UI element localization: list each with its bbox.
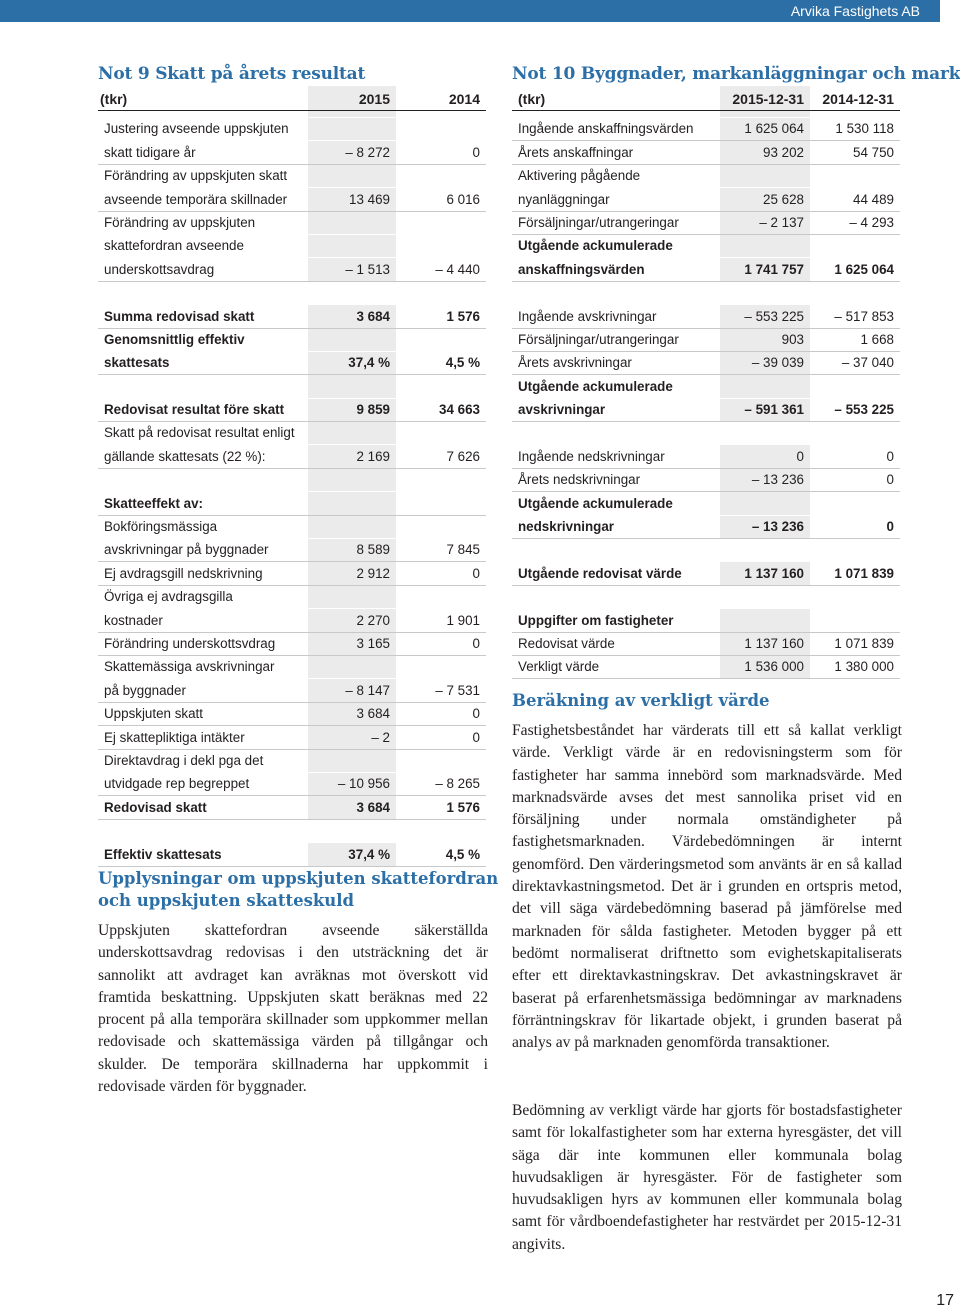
- table-row: [512, 141, 900, 164]
- table-row: [98, 702, 486, 725]
- row-value-col1: 0: [720, 445, 810, 468]
- table-row: [512, 351, 900, 374]
- table-row: [98, 422, 486, 445]
- row-label: [98, 819, 308, 842]
- row-value-col2: 0: [396, 632, 486, 655]
- row-label: Årets avskrivningar: [512, 351, 720, 374]
- table-row: [98, 351, 486, 374]
- row-label: Utgående redovisat värde: [512, 562, 720, 585]
- row-value-col1: 9 859: [308, 398, 396, 421]
- note10-head-col2: 2014-12-31: [810, 86, 900, 111]
- row-label: [98, 468, 308, 491]
- row-value-col1: [308, 819, 396, 842]
- table-row: [98, 398, 486, 421]
- row-value-col2: [396, 515, 486, 538]
- row-label: Försäljningar/utrangeringar: [512, 211, 720, 234]
- row-value-col2: 0: [396, 726, 486, 749]
- row-value-col1: [720, 375, 810, 398]
- row-value-col1: [308, 492, 396, 515]
- row-label: skatt tidigare år: [98, 141, 308, 164]
- row-value-col1: [308, 655, 396, 678]
- row-value-col1: 13 469: [308, 188, 396, 211]
- table-row: [512, 585, 900, 608]
- table-row: [512, 188, 900, 211]
- row-value-col1: [720, 281, 810, 304]
- row-label: Utgående ackumulerade: [518, 238, 673, 254]
- deferred-tax-text: Uppskjuten skattefordran avseende säkerställda underskottsavdrag redovisas i den utsträckning det är sannolikt att avdraget kan avräknas mot överskott vid framtida beskattning. Uppskjuten skatt beräknas med 22 procent på alla temporära skillnader som uppkommer mellan redovisade och skattemässiga värden på tillgångar och skulder. De temporära skillnaderna har uppkommit i redovisade värden för byggnader.: [98, 922, 488, 1096]
- row-value-col2: 0: [810, 445, 900, 468]
- row-value-col2: [396, 234, 486, 257]
- row-value-col1: [308, 211, 396, 234]
- table-row: [98, 585, 486, 608]
- row-value-col1: – 39 039: [720, 351, 810, 374]
- row-label: Redovisad skatt: [98, 796, 308, 819]
- table-row: [98, 281, 486, 304]
- row-value-col1: 2 169: [308, 445, 396, 468]
- row-value-col1: [308, 118, 396, 141]
- table-row: [98, 772, 486, 795]
- row-value-col1: [308, 375, 396, 398]
- row-value-col2: – 4 293: [810, 211, 900, 234]
- row-value-col1: [720, 422, 810, 445]
- table-row: [98, 305, 486, 328]
- row-value-col2: [810, 539, 900, 562]
- row-value-col1: 3 684: [308, 305, 396, 328]
- row-value-col2: 1 071 839: [810, 562, 900, 585]
- note10-header-row: [512, 86, 900, 111]
- table-row: [98, 515, 486, 538]
- table-row: [512, 445, 900, 468]
- row-value-col2: 1 530 118: [810, 118, 900, 141]
- row-label: Redovisat resultat före skatt: [98, 398, 308, 421]
- row-label: Aktivering pågående: [518, 168, 641, 184]
- table-row: [98, 445, 486, 468]
- row-label: Utgående ackumulerade: [518, 495, 673, 511]
- row-value-col1: 1 741 757: [720, 258, 810, 281]
- row-label: Skattemässiga avskrivningar: [104, 659, 275, 675]
- row-value-col2: 1 071 839: [810, 632, 900, 655]
- row-label: [512, 281, 720, 304]
- row-value-col2: 0: [810, 468, 900, 491]
- header-bar: [0, 0, 940, 22]
- row-value-col2: [396, 468, 486, 491]
- row-value-col2: [396, 422, 486, 445]
- fair-value-title: Beräkning av verkligt värde: [512, 691, 770, 710]
- row-label: Uppskjuten skatt: [98, 702, 308, 725]
- table-row: [512, 609, 900, 632]
- row-value-col1: – 8 147: [308, 679, 396, 702]
- row-value-col1: [308, 281, 396, 304]
- table-row: [98, 164, 486, 187]
- row-value-col2: [810, 164, 900, 187]
- row-label: underskottsavdrag: [98, 258, 308, 281]
- row-label: Redovisat värde: [512, 632, 720, 655]
- row-label: Förändring av uppskjuten: [104, 214, 256, 230]
- fair-value-para1: Fastighetsbeståndet har värderats till ett så kallat verkligt värde. Verkligt värde är en redovisningsterm som för fastigheter har samma innebörd som marknadsvärde. Med marknadsvärde avses det mest sannolika priset vid en försäljning under normala omständigheter på fastighetsmarknaden. Värdebedömningen är internt genomförd. Den värderingsmetod som använts är en så kallad direktavkastningsmetod. Det är i grunden en ortspris metod, det vill säga värdebedömning baserad på jämförelse med marknaden för sålda fastigheter. Metoden bygger på ett bedömt normaliserat driftnetto som evighetskapitaliserats efter ett direktavkastningskrav. Det avkastningskravet är baserat på erfarenhetsmässiga bedömningar av marknadens förräntningskrav för likartade objekt, i grunden baserat på analys av på marknaden genomförda transaktioner.: [512, 722, 902, 1052]
- table-row: [512, 118, 900, 141]
- row-label: [512, 539, 720, 562]
- row-value-col2: [810, 492, 900, 515]
- row-label: avskrivningar: [512, 398, 720, 421]
- row-value-col2: 1 625 064: [810, 258, 900, 281]
- row-label: nyanläggningar: [512, 188, 720, 211]
- row-label: Ej avdragsgill nedskrivning: [98, 562, 308, 585]
- table-row: [512, 258, 900, 281]
- table-row: [98, 726, 486, 749]
- row-value-col1: [308, 515, 396, 538]
- row-value-col2: 44 489: [810, 188, 900, 211]
- note9-head-col2: 2014: [396, 86, 486, 111]
- row-label: Försäljningar/utrangeringar: [512, 328, 720, 351]
- row-label: anskaffningsvärden: [512, 258, 720, 281]
- row-label: Verkligt värde: [512, 655, 720, 678]
- row-value-col1: – 13 236: [720, 468, 810, 491]
- note9-head-label: (tkr): [98, 86, 308, 111]
- row-value-col2: – 7 531: [396, 679, 486, 702]
- row-value-col1: [720, 164, 810, 187]
- row-value-col1: 8 589: [308, 539, 396, 562]
- deferred-tax-title-line2: och uppskjuten skatteskuld: [98, 891, 355, 910]
- row-value-col1: – 1 513: [308, 258, 396, 281]
- row-value-col2: 0: [396, 562, 486, 585]
- row-label: utvidgade rep begreppet: [98, 772, 308, 795]
- company-name: Arvika Fastighets AB: [790, 3, 920, 19]
- note10-head-label: (tkr): [512, 86, 720, 111]
- row-value-col2: 1 576: [396, 796, 486, 819]
- row-label: [98, 375, 308, 398]
- table-row: [98, 749, 486, 772]
- row-value-col1: 93 202: [720, 141, 810, 164]
- row-value-col2: 1 668: [810, 328, 900, 351]
- row-value-col2: [810, 375, 900, 398]
- row-value-col2: [396, 655, 486, 678]
- table-row: [512, 655, 900, 678]
- note9-head-col1: 2015: [308, 86, 396, 111]
- row-value-col1: [308, 328, 396, 351]
- row-label: avseende temporära skillnader: [98, 188, 308, 211]
- row-value-col2: 6 016: [396, 188, 486, 211]
- row-label: Ej skattepliktiga intäkter: [98, 726, 308, 749]
- row-value-col1: – 591 361: [720, 398, 810, 421]
- row-value-col2: 4,5 %: [396, 843, 486, 866]
- row-value-col1: 903: [720, 328, 810, 351]
- row-value-col2: – 37 040: [810, 351, 900, 374]
- row-label: Justering avseende uppskjuten: [104, 121, 289, 137]
- table-row: [512, 398, 900, 421]
- row-value-col1: – 8 272: [308, 141, 396, 164]
- row-value-col2: [810, 422, 900, 445]
- row-value-col2: – 8 265: [396, 772, 486, 795]
- table-row: [512, 468, 900, 491]
- table-row: [98, 492, 486, 515]
- table-row: [512, 422, 900, 445]
- table-row: [512, 234, 900, 257]
- row-label: Skatteeffekt av:: [98, 492, 308, 515]
- row-value-col2: 1 901: [396, 609, 486, 632]
- row-value-col2: – 4 440: [396, 258, 486, 281]
- table-row: [98, 141, 486, 164]
- row-value-col1: 3 684: [308, 796, 396, 819]
- table-row: [98, 234, 486, 257]
- row-value-col2: 7 626: [396, 445, 486, 468]
- row-label: skattefordran avseende: [104, 238, 244, 254]
- table-row: [512, 562, 900, 585]
- table-row: [512, 164, 900, 187]
- row-label: Direktavdrag i dekl pga det: [104, 752, 264, 768]
- row-value-col2: 7 845: [396, 539, 486, 562]
- fair-value-para2: Bedömning av verkligt värde har gjorts för bostadsfastigheter samt för lokalfastigheter som har externa hyresgäster, det vill säga där inte kommunen eller kommunala bolag huvudsakligen är hyresgäster. För de fastigheter som huvudsakligen hyrs av kommunen eller kommunala bolag samt för vårdboendefastigheter har restvärdet per 2015-12-31 angivits.: [512, 1102, 902, 1253]
- row-value-col1: 1 137 160: [720, 632, 810, 655]
- row-value-col2: – 553 225: [810, 398, 900, 421]
- row-value-col1: – 10 956: [308, 772, 396, 795]
- table-row: [98, 375, 486, 398]
- row-value-col2: 1 576: [396, 305, 486, 328]
- table-row: [98, 819, 486, 842]
- row-label: Utgående ackumulerade: [518, 378, 673, 394]
- table-row: [98, 258, 486, 281]
- row-value-col1: [308, 749, 396, 772]
- row-value-col2: [396, 281, 486, 304]
- row-value-col1: 3 165: [308, 632, 396, 655]
- row-value-col1: [720, 539, 810, 562]
- table-row: [512, 375, 900, 398]
- row-value-col2: 54 750: [810, 141, 900, 164]
- row-value-col2: [396, 328, 486, 351]
- row-value-col1: [720, 234, 810, 257]
- row-value-col2: [396, 585, 486, 608]
- spacer: [512, 111, 900, 118]
- row-value-col1: 25 628: [720, 188, 810, 211]
- row-label: Bokföringsmässiga: [104, 519, 218, 535]
- row-value-col2: [810, 234, 900, 257]
- note10-table: [512, 86, 900, 679]
- table-row: [98, 632, 486, 655]
- row-value-col1: [308, 164, 396, 187]
- row-label: Skatt på redovisat resultat enligt: [104, 425, 295, 441]
- table-row: [512, 211, 900, 234]
- row-value-col1: 2 270: [308, 609, 396, 632]
- table-row: [98, 468, 486, 491]
- row-label: på byggnader: [98, 679, 308, 702]
- row-value-col1: [308, 234, 396, 257]
- row-value-col1: [720, 585, 810, 608]
- table-row: [512, 305, 900, 328]
- row-value-col1: 1 625 064: [720, 118, 810, 141]
- row-label: kostnader: [98, 609, 308, 632]
- table-row: [512, 328, 900, 351]
- row-label: Övriga ej avdragsgilla: [104, 589, 233, 605]
- row-value-col2: [810, 281, 900, 304]
- spacer: [98, 111, 486, 118]
- deferred-tax-title: [98, 868, 498, 912]
- row-value-col2: [396, 749, 486, 772]
- row-value-col2: [810, 609, 900, 632]
- row-value-col1: [720, 609, 810, 632]
- note9-title: Not 9 Skatt på årets resultat: [98, 64, 366, 84]
- note9-header-row: [98, 86, 486, 111]
- row-label: gällande skattesats (22 %):: [98, 445, 308, 468]
- row-value-col2: – 517 853: [810, 305, 900, 328]
- row-label: [512, 585, 720, 608]
- row-value-col2: [396, 164, 486, 187]
- row-value-col1: 37,4 %: [308, 843, 396, 866]
- row-value-col2: [396, 819, 486, 842]
- page-number: 17: [936, 1292, 954, 1309]
- table-row: [98, 539, 486, 562]
- row-label: Årets nedskrivningar: [512, 468, 720, 491]
- row-label: Ingående nedskrivningar: [512, 445, 720, 468]
- row-value-col1: [308, 585, 396, 608]
- table-row: [98, 328, 486, 351]
- table-row: [98, 609, 486, 632]
- row-value-col2: [396, 492, 486, 515]
- row-value-col1: 1 536 000: [720, 655, 810, 678]
- row-value-col2: [396, 118, 486, 141]
- row-value-col2: 34 663: [396, 398, 486, 421]
- note9-table: [98, 86, 486, 867]
- row-value-col1: – 13 236: [720, 515, 810, 538]
- table-row: [98, 562, 486, 585]
- table-row: [98, 188, 486, 211]
- row-label: Summa redovisad skatt: [98, 305, 308, 328]
- row-value-col2: 0: [810, 515, 900, 538]
- row-label: Ingående avskrivningar: [512, 305, 720, 328]
- row-value-col2: [396, 375, 486, 398]
- row-label: Genomsnittlig effektiv: [104, 331, 245, 347]
- table-row: [98, 679, 486, 702]
- row-value-col1: [720, 492, 810, 515]
- row-label: Förändring underskottsvdrag: [98, 632, 308, 655]
- row-value-col1: – 553 225: [720, 305, 810, 328]
- row-value-col1: 2 912: [308, 562, 396, 585]
- table-row: [512, 515, 900, 538]
- row-label: [98, 281, 308, 304]
- table-row: [98, 118, 486, 141]
- table-row: [98, 796, 486, 819]
- row-label: Effektiv skattesats: [98, 843, 308, 866]
- note10-title: Not 10 Byggnader, markanläggningar och mark: [512, 64, 960, 84]
- row-label: skattesats: [98, 351, 308, 374]
- row-label: Förändring av uppskjuten skatt: [104, 168, 288, 184]
- row-value-col2: [810, 585, 900, 608]
- note10-head-col1: 2015-12-31: [720, 86, 810, 111]
- table-row: [512, 281, 900, 304]
- table-row: [98, 655, 486, 678]
- row-value-col1: [308, 468, 396, 491]
- row-value-col1: 3 684: [308, 702, 396, 725]
- table-row: [512, 539, 900, 562]
- row-label: avskrivningar på byggnader: [98, 539, 308, 562]
- row-value-col2: 0: [396, 702, 486, 725]
- deferred-tax-title-line1: Upplysningar om uppskjuten skattefordran: [98, 869, 499, 888]
- row-value-col2: [396, 211, 486, 234]
- table-row: [512, 492, 900, 515]
- row-value-col2: 4,5 %: [396, 351, 486, 374]
- row-value-col1: [308, 422, 396, 445]
- row-value-col1: 1 137 160: [720, 562, 810, 585]
- row-value-col1: – 2 137: [720, 211, 810, 234]
- row-label: Uppgifter om fastigheter: [512, 609, 720, 632]
- row-value-col2: 1 380 000: [810, 655, 900, 678]
- row-value-col1: 37,4 %: [308, 351, 396, 374]
- table-row: [98, 211, 486, 234]
- table-row: [98, 843, 486, 866]
- row-label: Årets anskaffningar: [512, 141, 720, 164]
- row-value-col1: – 2: [308, 726, 396, 749]
- row-label: Ingående anskaffningsvärden: [512, 118, 720, 141]
- row-label: nedskrivningar: [512, 515, 720, 538]
- row-value-col2: 0: [396, 141, 486, 164]
- row-label: [512, 422, 720, 445]
- table-row: [512, 632, 900, 655]
